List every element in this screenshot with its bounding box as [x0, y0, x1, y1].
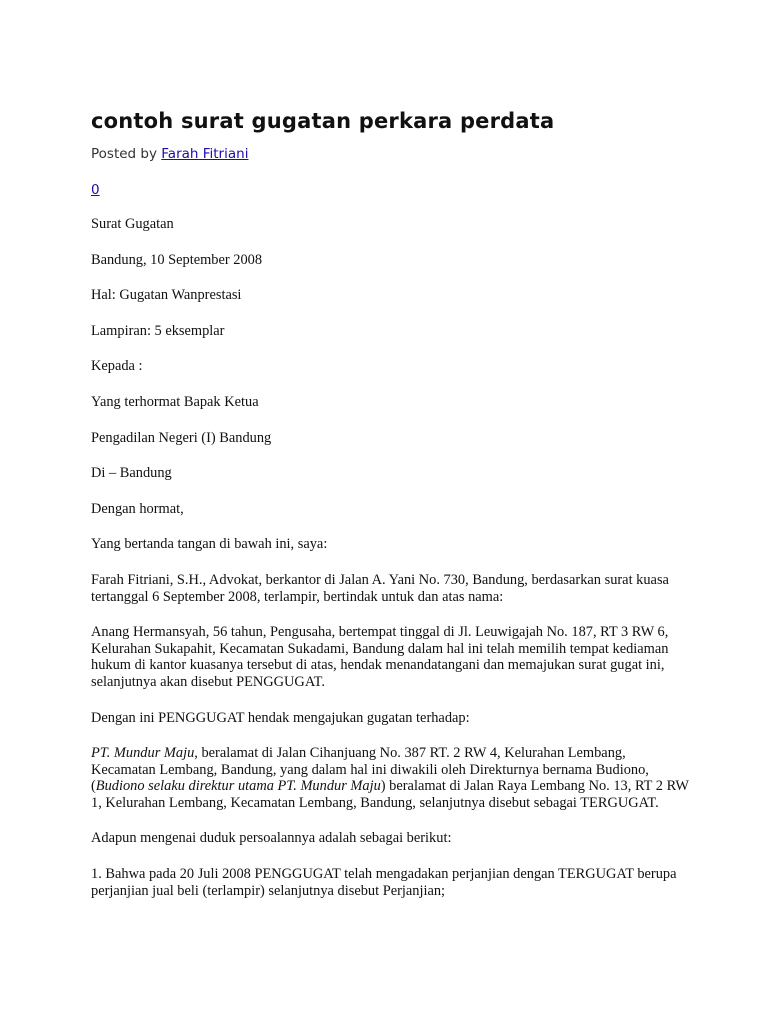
post-meta — [91, 145, 691, 163]
facts-intro: Adapun mengenai duduk persoalannya adalah sebagai berikut: — [91, 830, 452, 847]
letter-body — [91, 216, 691, 899]
letter-heading: Surat Gugatan — [91, 216, 174, 232]
against-paragraph: Dengan ini PENGGUGAT hendak mengajukan gugatan terhadap: — [91, 709, 470, 726]
article — [91, 96, 691, 918]
letter-attachment: Lampiran: 5 eksemplar — [91, 322, 225, 339]
letter-greeting: Dengan hormat, — [91, 500, 184, 517]
advocate-paragraph: Farah Fitriani, S.H., Advokat, berkantor di Jalan A. Yani No. 730, Bandung, berdasarkan surat kuasa tertanggal 6 September 2008, terlampir, bertindak untuk dan atas nama: — [91, 571, 669, 605]
comment-count — [91, 181, 691, 199]
defendant-company: PT. Mundur Maju — [91, 745, 195, 762]
defendant-text-1: , beralamat di Jalan Cihanjuang No. 387 RT. 2 RW 4, Kelurahan Lembang, Kecamatan Lembang, Bandung, yang dalam hal ini diwakili oleh Direkturnya bernama Budiono, ( — [91, 745, 649, 795]
comment-count-link[interactable]: 0 — [91, 182, 100, 198]
posted-by-label: Posted by — [91, 146, 162, 162]
defendant-text-2: ) beralamat di Jalan Raya Lembang No. 13, RT 2 RW 1, Kelurahan Lembang, Kecamatan Lembang, Bandung, selanjutnya disebut sebagai TERGUGAT. — [91, 778, 689, 811]
defendant-paragraph — [91, 745, 691, 811]
letter-subject: Hal: Gugatan Wanprestasi — [91, 287, 242, 304]
recipient-line-1: Yang terhormat Bapak Ketua — [91, 393, 259, 410]
fact-1: 1. Bahwa pada 20 Juli 2008 PENGGUGAT telah mengadakan perjanjian dengan TERGUGAT berupa perjanjian jual beli (terlampir) selanjutnya disebut Perjanjian; — [91, 866, 677, 899]
defendant-role: Budiono selaku direktur utama PT. Mundur Maju — [95, 778, 381, 795]
letter-intro: Yang bertanda tangan di bawah ini, saya: — [91, 536, 328, 553]
author-link[interactable]: Farah Fitriani — [161, 146, 249, 162]
recipient-line-2: Pengadilan Negeri (I) Bandung — [91, 429, 272, 446]
plaintiff-paragraph: Anang Hermansyah, 56 tahun, Pengusaha, bertempat tinggal di Jl. Leuwigajah No. 187, RT 3 RW 6, Kelurahan Sukapahit, Kecamatan Sukadami, Bandung dalam hal ini telah memilih tempat kediaman hukum di kantor kuasanya tersebut di atas, hendak menandatangani dan memajukan surat gugat ini, selanjutnya akan disebut PENGGUGAT. — [91, 624, 669, 690]
letter-to: Kepada : — [91, 358, 143, 375]
letter-place-date: Bandung, 10 September 2008 — [91, 251, 263, 268]
recipient-line-3: Di – Bandung — [91, 465, 172, 482]
article-title: contoh surat gugatan perkara perdata — [91, 109, 555, 133]
